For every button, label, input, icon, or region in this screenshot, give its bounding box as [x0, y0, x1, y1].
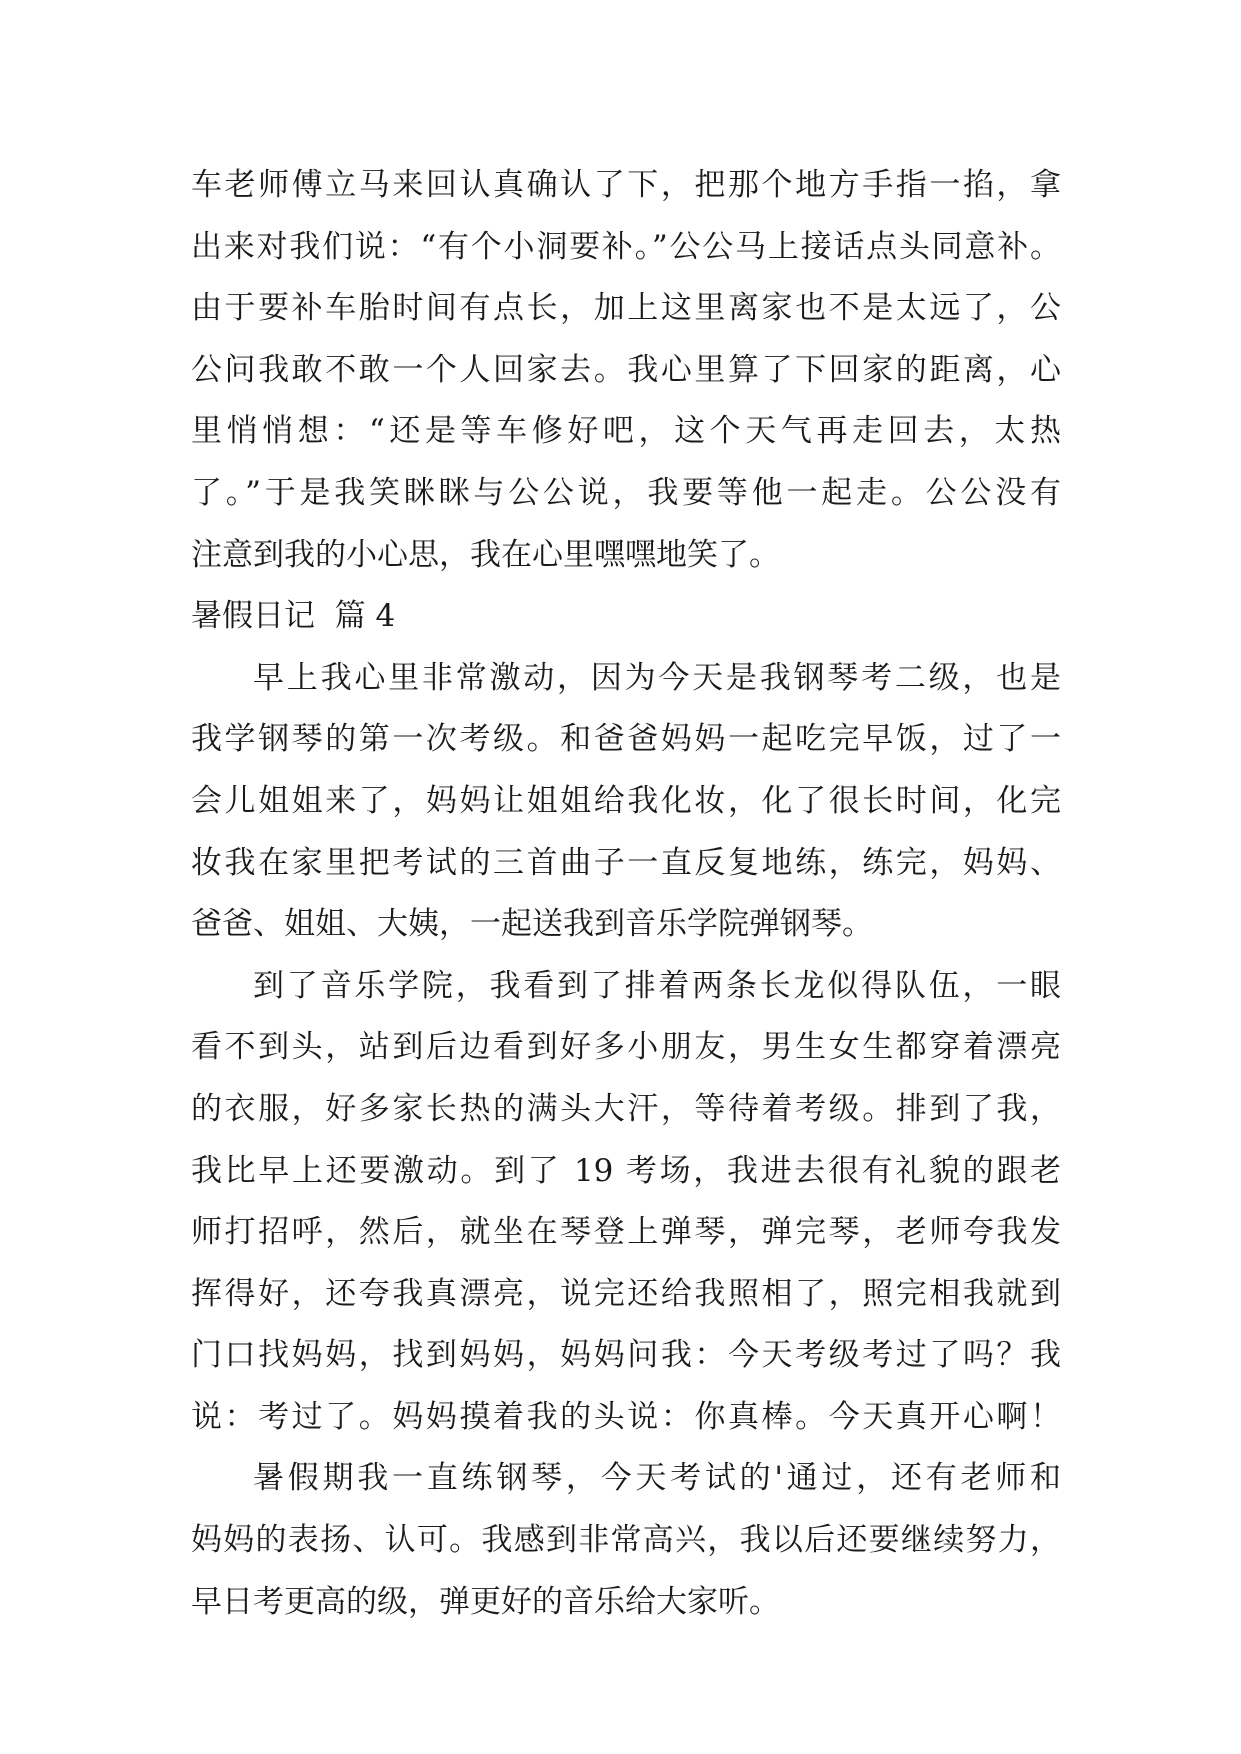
- text-line: 说：考过了。妈妈摸着我的头说：你真棒。今天真开心啊！: [191, 1398, 1061, 1435]
- text-line: 注意到我的小心思，我在心里嘿嘿地笑了。: [191, 536, 780, 573]
- text-line: 暑假期我一直练钢琴，今天考试的'通过，还有老师和: [253, 1460, 1061, 1497]
- text-line: 里悄悄想：“还是等车修好吧，这个天气再走回去，太热: [191, 413, 1061, 450]
- text-line: 早日考更高的级，弹更好的音乐给大家听。: [191, 1583, 780, 1620]
- paragraph-1: [191, 648, 1061, 956]
- paragraph-2: [191, 956, 1061, 1449]
- text-line: 出来对我们说：“有个小洞要补。”公公马上接话点头同意补。: [191, 228, 1061, 265]
- text-line: 车老师傅立马来回认真确认了下，把那个地方手指一掐，拿: [191, 167, 1061, 203]
- continuation-paragraph: [191, 155, 1061, 586]
- text-line: 妆我在家里把考试的三首曲子一直反复地练，练完，妈妈、: [191, 844, 1061, 881]
- text-line: 到了音乐学院，我看到了排着两条长龙似得队伍，一眼: [253, 967, 1061, 1004]
- text-line: 师打招呼，然后，就坐在琴登上弹琴，弹完琴，老师夸我发: [191, 1214, 1061, 1251]
- text-line: 公问我敢不敢一个人回家去。我心里算了下回家的距离，心: [191, 351, 1061, 388]
- text-line: 门口找妈妈，找到妈妈，妈妈问我：今天考级考过了吗？我: [191, 1337, 1061, 1374]
- text-line: 早上我心里非常激动，因为今天是我钢琴考二级，也是: [253, 659, 1061, 696]
- text-line: 爸爸、姐姐、大姨，一起送我到音乐学院弹钢琴。: [191, 906, 873, 943]
- document-body: [191, 155, 1061, 1633]
- text-line: 妈妈的表扬、认可。我感到非常高兴，我以后还要继续努力，: [191, 1522, 1061, 1559]
- text-line: 了。”于是我笑眯眯与公公说，我要等他一起走。公公没有: [191, 474, 1061, 511]
- text-line: 看不到头，站到后边看到好多小朋友，男生女生都穿着漂亮: [191, 1029, 1061, 1066]
- text-line: 由于要补车胎时间有点长，加上这里离家也不是太远了，公: [191, 290, 1061, 327]
- paragraph-3: [191, 1448, 1061, 1633]
- text-line: 我比早上还要激动。到了 19 考场，我进去很有礼貌的跟老: [191, 1152, 1061, 1189]
- section-title: 暑假日记 篇 4: [191, 598, 396, 635]
- text-line: 会儿姐姐来了，妈妈让姐姐给我化妆，化了很长时间，化完: [191, 782, 1061, 819]
- text-line: 的衣服，好多家长热的满头大汗，等待着考级。排到了我，: [191, 1090, 1061, 1127]
- text-line: 我学钢琴的第一次考级。和爸爸妈妈一起吃完早饭，过了一: [191, 721, 1061, 758]
- text-line: 挥得好，还夸我真漂亮，说完还给我照相了，照完相我就到: [191, 1275, 1061, 1312]
